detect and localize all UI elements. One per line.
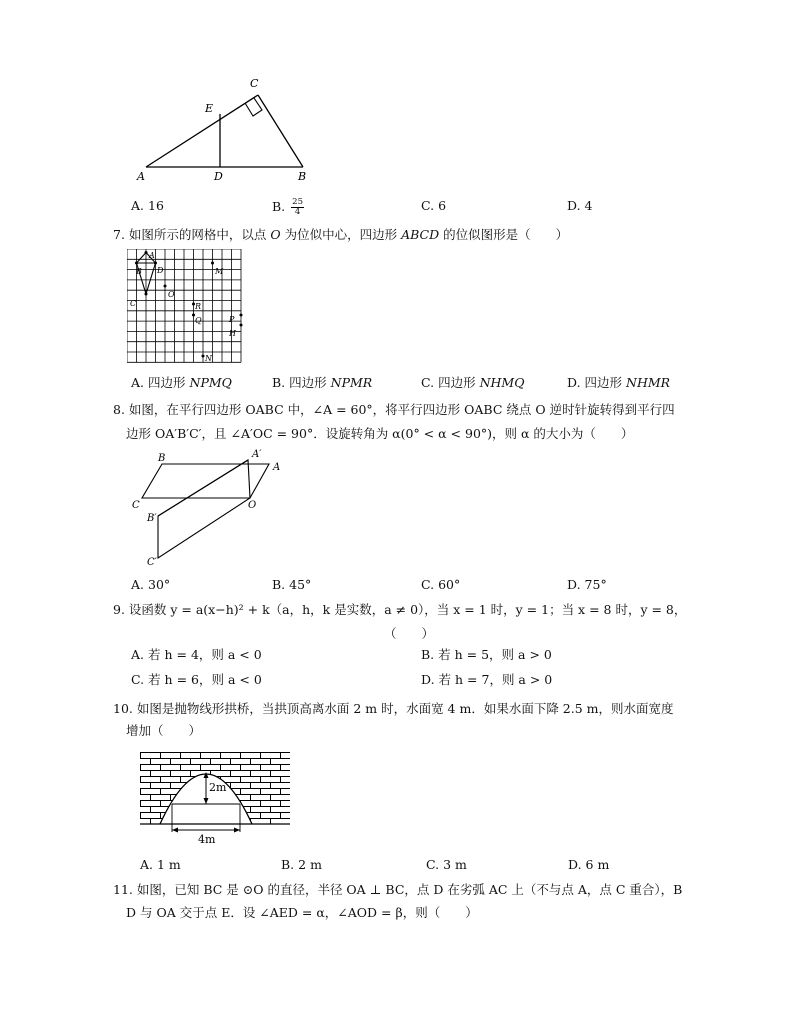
q10-option-b: B. 2 m [281, 857, 322, 872]
q10-stem-line1: 10. 如图是抛物线形拱桥，当拱顶高离水面 2 m 时，水面宽 4 m．如果水面下降 2.5 m，则水面宽度 [113, 701, 674, 716]
q8-option-a: A. 30° [131, 577, 171, 592]
q11-stem-line2: D 与 OA 交于点 E．设 ∠AED = α，∠AOD = β，则（ ） [126, 905, 478, 920]
q7-option-d: D. 四边形 NHMR [567, 375, 671, 390]
q10-option-c: C. 3 m [426, 857, 467, 872]
fraction: $\frac{25}{4}$ [292, 197, 303, 217]
q6-option-a: A. 16 [131, 198, 164, 213]
label-N: N [205, 354, 212, 363]
q7-option-b: B. 四边形 NPMR [272, 375, 373, 390]
q8-stem-line2: 边形 OA′B′C′，且 ∠A′OC = 90°．设旋转角为 α(0° < α < 90°)，则 α 的大小为（ ） [126, 426, 634, 441]
grid-lines [127, 249, 241, 362]
q6-triangle-figure [128, 72, 328, 188]
q9-option-d: D. 若 h = 7，则 a > 0 [421, 672, 553, 687]
q9-stem-line2: （ ） [384, 626, 435, 641]
q10-stem-line2: 增加（ ） [126, 723, 202, 738]
q10-arch-bridge-figure [140, 752, 290, 848]
label-O: O [248, 500, 257, 511]
q6-option-b: B. $\frac{25}{4}$ [272, 197, 303, 217]
label-B-prime: B′ [147, 513, 157, 524]
label-E: E [205, 102, 214, 115]
q6-option-d: D. 4 [567, 198, 593, 213]
label-B: B [158, 453, 166, 464]
label-A: A [137, 170, 145, 183]
q9-stem-line1: 9. 设函数 y = a(x−h)² + k（a，h，k 是实数，a ≠ 0），当 x = 1 时，y = 1；当 x = 8 时，y = 8， [113, 602, 687, 617]
q8-option-d: D. 75° [567, 577, 607, 592]
q8-option-b: B. 45° [272, 577, 312, 592]
q8-parallelogram-figure [128, 446, 296, 568]
label-R: R [195, 302, 202, 311]
label-A: A [273, 462, 281, 473]
label-O: O [168, 290, 175, 299]
q7-option-a: A. 四边形 NPMQ [131, 375, 232, 390]
q7-grid-figure [127, 249, 245, 363]
label-C: C [130, 299, 137, 308]
q10-option-d: D. 6 m [568, 857, 610, 872]
q9-option-b: B. 若 h = 5，则 a > 0 [421, 647, 552, 662]
label-D: D [157, 266, 164, 275]
q6-option-c: C. 6 [421, 198, 447, 213]
label-C: C [132, 500, 140, 511]
q10-option-a: A. 1 m [140, 857, 181, 872]
label-M: M [215, 267, 224, 276]
label-width: 4m [198, 833, 216, 846]
label-height: 2m [209, 781, 227, 794]
label-P: P [229, 315, 235, 324]
label-C-prime: C′ [147, 557, 157, 568]
label-B: B [136, 267, 142, 276]
label-A-prime: A′ [252, 449, 262, 460]
q9-option-a: A. 若 h = 4，则 a < 0 [131, 647, 262, 662]
q9-option-c: C. 若 h = 6，则 a < 0 [131, 672, 262, 687]
q8-stem-line1: 8. 如图，在平行四边形 OABC 中，∠A = 60°，将平行四边形 OABC 绕点 O 逆时针旋转得到平行四 [113, 402, 675, 417]
label-C: C [250, 77, 259, 90]
q11-stem-line1: 11. 如图，已知 BC 是 ⊙O 的直径，半径 OA ⊥ BC，点 D 在劣弧 AC 上（不与点 A，点 C 重合），B [113, 882, 683, 897]
label-B: B [298, 170, 307, 183]
q7-option-c: C. 四边形 NHMQ [421, 375, 525, 390]
label-D: D [214, 170, 223, 183]
label-H: H [229, 329, 236, 338]
q7-stem: 7. 如图所示的网格中，以点 O 为位似中心，四边形 ABCD 的位似图形是（ ） [113, 227, 569, 242]
q8-option-c: C. 60° [421, 577, 461, 592]
label-A: A [149, 251, 155, 260]
label-Q: Q [195, 316, 202, 325]
